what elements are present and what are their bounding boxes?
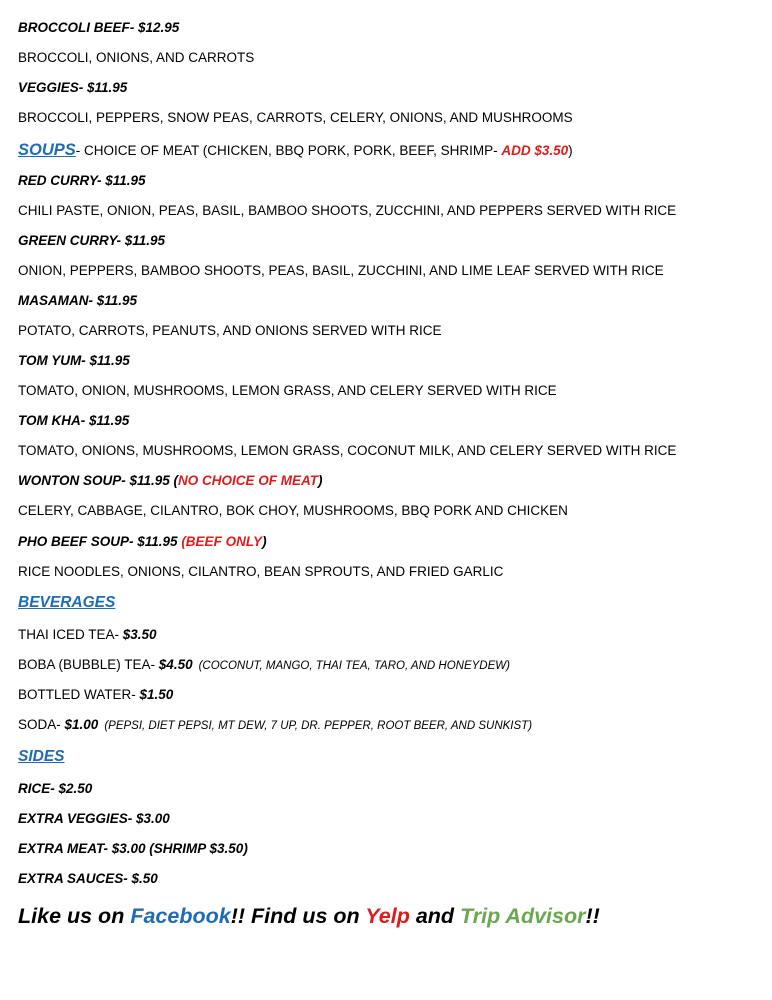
item-title-tom-yum-line xyxy=(18,352,130,370)
soups-add-price: ADD $3.50 xyxy=(501,143,569,158)
beverage-item xyxy=(18,626,157,644)
item-desc-tom-yum: TOMATO, ONION, MUSHROOMS, LEMON GRASS, AND CELERY SERVED WITH RICE xyxy=(18,383,557,398)
item-close-wonton: ) xyxy=(318,473,323,488)
item-price-masaman: - $11.95 xyxy=(88,293,138,308)
item-title-green-curry-line xyxy=(18,232,165,250)
item-close-pho: ) xyxy=(262,534,267,549)
item-price-tom-kha: - $11.95 xyxy=(80,413,130,428)
item-price-tom-yum: - $11.95 xyxy=(81,353,130,368)
beverage-item xyxy=(18,656,510,675)
section-heading-sides: SIDES xyxy=(18,748,65,765)
facebook-link[interactable]: Facebook xyxy=(130,904,231,928)
item-name-green-curry: GREEN CURRY xyxy=(18,233,117,248)
item-title-masaman-line xyxy=(18,292,137,310)
item-note-wonton: NO CHOICE OF MEAT xyxy=(178,473,319,488)
beverage-note: (PEPSI, DIET PEPSI, MT DEW, 7 UP, DR. PEPPER, ROOT BEER, AND SUNKIST) xyxy=(104,720,533,732)
item-desc-broccoli-beef: BROCCOLI, ONIONS, AND CARROTS xyxy=(18,50,255,65)
item-title-veggies: VEGGIES- $11.95 xyxy=(18,80,128,95)
footer-text-3: and xyxy=(409,904,461,928)
beverage-name: BOTTLED WATER- xyxy=(18,687,140,702)
soups-close-paren: ) xyxy=(568,143,573,158)
beverage-price: $1.00 xyxy=(64,717,99,732)
beverage-note: (COCONUT, MANGO, THAI TEA, TARO, AND HONEYDEW) xyxy=(198,660,510,672)
item-desc-wonton: CELERY, CABBAGE, CILANTRO, BOK CHOY, MUSHROOMS, BBQ PORK AND CHICKEN xyxy=(18,503,568,518)
item-desc-masaman: POTATO, CARROTS, PEANUTS, AND ONIONS SERVED WITH RICE xyxy=(18,323,442,338)
item-name-wonton: WONTON SOUP- $11.95 ( xyxy=(18,473,179,488)
item-price-green-curry: - $11.95 xyxy=(116,233,166,248)
item-title-red-curry-line xyxy=(18,172,146,190)
item-desc-pho: RICE NOODLES, ONIONS, CILANTRO, BEAN SPROUTS, AND FRIED GARLIC xyxy=(18,564,504,579)
soups-header-line xyxy=(18,141,573,160)
section-heading-beverages: BEVERAGES xyxy=(18,594,116,611)
beverage-price: $1.50 xyxy=(139,687,174,702)
section-heading-soups: SOUPS xyxy=(18,141,76,159)
footer-text-1: Like us on xyxy=(18,904,131,928)
item-price-red-curry: - $11.95 xyxy=(97,173,146,188)
item-name-masaman: MASAMAN xyxy=(18,293,89,308)
item-desc-green-curry: ONION, PEPPERS, BAMBOO SHOOTS, PEAS, BASIL, ZUCCHINI, AND LIME LEAF SERVED WITH RICE xyxy=(18,263,664,278)
item-name-red-curry: RED CURRY xyxy=(18,173,98,188)
beverage-item xyxy=(18,716,532,735)
side-item: EXTRA MEAT- $3.00 (SHRIMP $3.50) xyxy=(18,841,248,856)
side-item: RICE- $2.50 xyxy=(18,781,93,796)
beverage-price: $4.50 xyxy=(158,657,193,672)
beverage-item xyxy=(18,686,173,704)
item-name-tom-yum: TOM YUM xyxy=(18,353,82,368)
beverage-name: SODA- xyxy=(18,717,65,732)
item-desc-veggies: BROCCOLI, PEPPERS, SNOW PEAS, CARROTS, CELERY, ONIONS, AND MUSHROOMS xyxy=(18,110,573,125)
item-desc-tom-kha: TOMATO, ONIONS, MUSHROOMS, LEMON GRASS, COCONUT MILK, AND CELERY SERVED WITH RICE xyxy=(18,443,677,458)
beverage-name: THAI ICED TEA- xyxy=(18,627,123,642)
item-title-pho-line xyxy=(18,533,267,551)
soups-meat-choice: - CHOICE OF MEAT (CHICKEN, BBQ PORK, PORK, BEEF, SHRIMP- xyxy=(75,143,502,158)
side-item: EXTRA SAUCES- $.50 xyxy=(18,871,158,886)
item-title-broccoli-beef: BROCCOLI BEEF- $12.95 xyxy=(18,20,180,35)
side-item: EXTRA VEGGIES- $3.00 xyxy=(18,811,170,826)
footer-text-2: !! Find us on xyxy=(230,904,366,928)
item-name-pho: PHO BEEF SOUP- $11.95 xyxy=(18,534,182,549)
trip-advisor-link[interactable]: Trip Advisor xyxy=(460,904,586,928)
footer-text-4: !! xyxy=(585,904,600,928)
item-title-wonton-line xyxy=(18,472,323,490)
item-desc-red-curry: CHILI PASTE, ONION, PEAS, BASIL, BAMBOO SHOOTS, ZUCCHINI, AND PEPPERS SERVED WITH RICE xyxy=(18,203,677,218)
social-footer xyxy=(18,902,600,930)
item-note-pho: (BEEF ONLY xyxy=(181,534,263,549)
item-name-tom-kha: TOM KHA xyxy=(18,413,81,428)
beverage-price: $3.50 xyxy=(122,627,157,642)
item-title-tom-kha-line xyxy=(18,412,129,430)
beverage-name: BOBA (BUBBLE) TEA- xyxy=(18,657,159,672)
yelp-link[interactable]: Yelp xyxy=(365,904,410,928)
